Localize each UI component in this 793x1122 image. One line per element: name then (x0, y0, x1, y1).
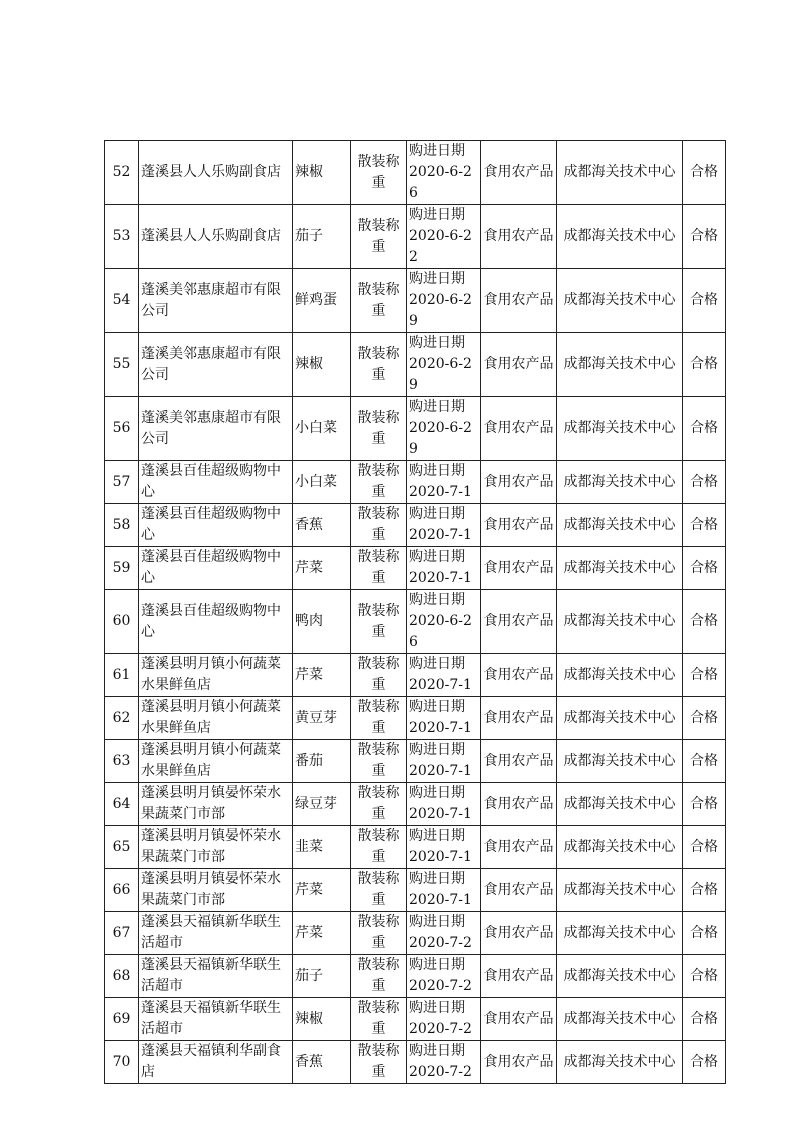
date-label: 购进日期 (409, 335, 465, 351)
date-value: 2020-7-1 (409, 527, 472, 543)
row-number-cell: 54 (105, 269, 139, 333)
row-number-cell: 63 (105, 740, 139, 783)
sampled-unit-cell: 蓬溪美邻惠康超市有限公司 (139, 397, 293, 461)
date-value: 2020-7-2 (409, 978, 472, 994)
food-category-cell: 食用农产品 (481, 740, 557, 783)
date-value: 2020-7-1 (409, 892, 472, 908)
date-label: 购进日期 (409, 207, 465, 223)
purchase-date-cell (407, 912, 481, 955)
row-number-cell: 56 (105, 397, 139, 461)
date-value: 2020-7-1 (409, 484, 472, 500)
sampled-unit-cell: 蓬溪县天福镇利华副食店 (139, 1041, 293, 1084)
food-category-cell: 食用农产品 (481, 461, 557, 504)
purchase-date-cell (407, 654, 481, 697)
food-category-cell: 食用农产品 (481, 141, 557, 205)
specification-cell: 散装称重 (351, 998, 407, 1041)
date-value: 2020-7-1 (409, 720, 472, 736)
date-value: 2020-7-1 (409, 763, 472, 779)
table-row (105, 912, 726, 955)
date-value: 2020-7-2 (409, 935, 472, 951)
date-value: 2020-6-29 (409, 356, 472, 393)
purchase-date-cell (407, 141, 481, 205)
result-cell: 合格 (683, 912, 726, 955)
date-value: 2020-7-2 (409, 1064, 472, 1080)
specification-cell: 散装称重 (351, 269, 407, 333)
result-cell: 合格 (683, 333, 726, 397)
table-row (105, 397, 726, 461)
date-label: 购进日期 (409, 914, 465, 930)
product-name-cell: 芹菜 (293, 912, 351, 955)
result-cell: 合格 (683, 590, 726, 654)
table-row (105, 547, 726, 590)
sampled-unit-cell: 蓬溪县天福镇新华联生活超市 (139, 912, 293, 955)
purchase-date-cell (407, 461, 481, 504)
product-name-cell: 香蕉 (293, 1041, 351, 1084)
sampled-unit-cell: 蓬溪县百佳超级购物中心 (139, 590, 293, 654)
food-category-cell: 食用农产品 (481, 783, 557, 826)
date-label: 购进日期 (409, 699, 465, 715)
food-category-cell: 食用农产品 (481, 869, 557, 912)
product-name-cell: 茄子 (293, 955, 351, 998)
result-cell: 合格 (683, 697, 726, 740)
table-row (105, 1041, 726, 1084)
sampled-unit-cell: 蓬溪县百佳超级购物中心 (139, 504, 293, 547)
sampled-unit-cell: 蓬溪县百佳超级购物中心 (139, 461, 293, 504)
result-cell: 合格 (683, 1041, 726, 1084)
date-value: 2020-6-26 (409, 613, 472, 650)
purchase-date-cell (407, 697, 481, 740)
date-value: 2020-7-2 (409, 1021, 472, 1037)
table-row (105, 205, 726, 269)
product-name-cell: 芹菜 (293, 547, 351, 590)
table-body (105, 141, 726, 1084)
result-cell: 合格 (683, 826, 726, 869)
product-name-cell: 茄子 (293, 205, 351, 269)
date-value: 2020-6-29 (409, 292, 472, 329)
result-cell: 合格 (683, 269, 726, 333)
row-number-cell: 64 (105, 783, 139, 826)
testing-org-cell: 成都海关技术中心 (557, 547, 683, 590)
date-label: 购进日期 (409, 549, 465, 565)
testing-org-cell: 成都海关技术中心 (557, 141, 683, 205)
food-category-cell: 食用农产品 (481, 912, 557, 955)
testing-org-cell: 成都海关技术中心 (557, 205, 683, 269)
specification-cell: 散装称重 (351, 783, 407, 826)
date-label: 购进日期 (409, 785, 465, 801)
purchase-date-cell (407, 783, 481, 826)
result-cell: 合格 (683, 955, 726, 998)
result-cell: 合格 (683, 547, 726, 590)
specification-cell: 散装称重 (351, 654, 407, 697)
testing-org-cell: 成都海关技术中心 (557, 826, 683, 869)
purchase-date-cell (407, 869, 481, 912)
sampled-unit-cell: 蓬溪县天福镇新华联生活超市 (139, 955, 293, 998)
table-row (105, 783, 726, 826)
testing-org-cell: 成都海关技术中心 (557, 397, 683, 461)
food-category-cell: 食用农产品 (481, 1041, 557, 1084)
sampled-unit-cell: 蓬溪县明月镇小何蔬菜水果鲜鱼店 (139, 654, 293, 697)
date-label: 购进日期 (409, 957, 465, 973)
row-number-cell: 67 (105, 912, 139, 955)
food-category-cell: 食用农产品 (481, 333, 557, 397)
testing-org-cell: 成都海关技术中心 (557, 333, 683, 397)
date-label: 购进日期 (409, 271, 465, 287)
product-name-cell: 绿豆芽 (293, 783, 351, 826)
date-label: 购进日期 (409, 828, 465, 844)
specification-cell: 散装称重 (351, 461, 407, 504)
specification-cell: 散装称重 (351, 141, 407, 205)
sampled-unit-cell: 蓬溪县明月镇小何蔬菜水果鲜鱼店 (139, 740, 293, 783)
specification-cell: 散装称重 (351, 912, 407, 955)
sampled-unit-cell: 蓬溪县人人乐购副食店 (139, 205, 293, 269)
table-row (105, 697, 726, 740)
food-category-cell: 食用农产品 (481, 205, 557, 269)
date-label: 购进日期 (409, 656, 465, 672)
food-category-cell: 食用农产品 (481, 998, 557, 1041)
date-label: 购进日期 (409, 399, 465, 415)
table-row (105, 269, 726, 333)
testing-org-cell: 成都海关技术中心 (557, 590, 683, 654)
row-number-cell: 70 (105, 1041, 139, 1084)
table-row (105, 998, 726, 1041)
result-cell: 合格 (683, 205, 726, 269)
sampled-unit-cell: 蓬溪县人人乐购副食店 (139, 141, 293, 205)
sampled-unit-cell: 蓬溪美邻惠康超市有限公司 (139, 269, 293, 333)
row-number-cell: 65 (105, 826, 139, 869)
testing-org-cell: 成都海关技术中心 (557, 912, 683, 955)
table-row (105, 590, 726, 654)
specification-cell: 散装称重 (351, 590, 407, 654)
result-cell: 合格 (683, 783, 726, 826)
food-category-cell: 食用农产品 (481, 504, 557, 547)
purchase-date-cell (407, 955, 481, 998)
table-row (105, 826, 726, 869)
food-category-cell: 食用农产品 (481, 397, 557, 461)
food-category-cell: 食用农产品 (481, 826, 557, 869)
date-label: 购进日期 (409, 463, 465, 479)
row-number-cell: 61 (105, 654, 139, 697)
testing-org-cell: 成都海关技术中心 (557, 504, 683, 547)
date-value: 2020-6-29 (409, 420, 472, 457)
specification-cell: 散装称重 (351, 826, 407, 869)
date-value: 2020-7-1 (409, 849, 472, 865)
purchase-date-cell (407, 590, 481, 654)
date-label: 购进日期 (409, 506, 465, 522)
food-category-cell: 食用农产品 (481, 654, 557, 697)
row-number-cell: 58 (105, 504, 139, 547)
testing-org-cell: 成都海关技术中心 (557, 654, 683, 697)
date-label: 购进日期 (409, 1043, 465, 1059)
testing-org-cell: 成都海关技术中心 (557, 998, 683, 1041)
specification-cell: 散装称重 (351, 1041, 407, 1084)
row-number-cell: 59 (105, 547, 139, 590)
table-row (105, 740, 726, 783)
purchase-date-cell (407, 740, 481, 783)
row-number-cell: 60 (105, 590, 139, 654)
row-number-cell: 52 (105, 141, 139, 205)
testing-org-cell: 成都海关技术中心 (557, 783, 683, 826)
result-cell: 合格 (683, 461, 726, 504)
purchase-date-cell (407, 504, 481, 547)
product-name-cell: 香蕉 (293, 504, 351, 547)
date-label: 购进日期 (409, 742, 465, 758)
specification-cell: 散装称重 (351, 547, 407, 590)
sampled-unit-cell: 蓬溪县明月镇小何蔬菜水果鲜鱼店 (139, 697, 293, 740)
product-name-cell: 芹菜 (293, 654, 351, 697)
product-name-cell: 小白菜 (293, 397, 351, 461)
table-row (105, 504, 726, 547)
table-row (105, 333, 726, 397)
product-name-cell: 鸭肉 (293, 590, 351, 654)
food-category-cell: 食用农产品 (481, 269, 557, 333)
date-label: 购进日期 (409, 143, 465, 159)
row-number-cell: 57 (105, 461, 139, 504)
food-category-cell: 食用农产品 (481, 697, 557, 740)
date-value: 2020-6-26 (409, 164, 472, 201)
row-number-cell: 69 (105, 998, 139, 1041)
purchase-date-cell (407, 547, 481, 590)
product-name-cell: 辣椒 (293, 998, 351, 1041)
purchase-date-cell (407, 269, 481, 333)
specification-cell: 散装称重 (351, 504, 407, 547)
testing-org-cell: 成都海关技术中心 (557, 740, 683, 783)
specification-cell: 散装称重 (351, 697, 407, 740)
table-row (105, 869, 726, 912)
sampled-unit-cell: 蓬溪县天福镇新华联生活超市 (139, 998, 293, 1041)
purchase-date-cell (407, 826, 481, 869)
product-name-cell: 芹菜 (293, 869, 351, 912)
table-row (105, 955, 726, 998)
product-name-cell: 黄豆芽 (293, 697, 351, 740)
date-value: 2020-7-1 (409, 570, 472, 586)
date-value: 2020-7-1 (409, 806, 472, 822)
result-cell: 合格 (683, 998, 726, 1041)
testing-org-cell: 成都海关技术中心 (557, 697, 683, 740)
sampled-unit-cell: 蓬溪县明月镇晏怀荣水果蔬菜门市部 (139, 826, 293, 869)
food-category-cell: 食用农产品 (481, 955, 557, 998)
table-row (105, 654, 726, 697)
date-label: 购进日期 (409, 1000, 465, 1016)
date-label: 购进日期 (409, 592, 465, 608)
result-cell: 合格 (683, 654, 726, 697)
date-label: 购进日期 (409, 871, 465, 887)
result-cell: 合格 (683, 504, 726, 547)
purchase-date-cell (407, 333, 481, 397)
row-number-cell: 66 (105, 869, 139, 912)
sampled-unit-cell: 蓬溪县明月镇晏怀荣水果蔬菜门市部 (139, 783, 293, 826)
product-name-cell: 辣椒 (293, 141, 351, 205)
table-row (105, 461, 726, 504)
product-name-cell: 韭菜 (293, 826, 351, 869)
testing-org-cell: 成都海关技术中心 (557, 461, 683, 504)
result-cell: 合格 (683, 397, 726, 461)
table-row (105, 141, 726, 205)
sampled-unit-cell: 蓬溪县明月镇晏怀荣水果蔬菜门市部 (139, 869, 293, 912)
date-value: 2020-7-1 (409, 677, 472, 693)
specification-cell: 散装称重 (351, 869, 407, 912)
product-name-cell: 辣椒 (293, 333, 351, 397)
sampled-unit-cell: 蓬溪县百佳超级购物中心 (139, 547, 293, 590)
row-number-cell: 55 (105, 333, 139, 397)
result-cell: 合格 (683, 740, 726, 783)
document-page (104, 140, 726, 1084)
row-number-cell: 62 (105, 697, 139, 740)
inspection-results-table (104, 140, 726, 1084)
date-value: 2020-6-22 (409, 228, 472, 265)
testing-org-cell: 成都海关技术中心 (557, 869, 683, 912)
purchase-date-cell (407, 998, 481, 1041)
result-cell: 合格 (683, 141, 726, 205)
row-number-cell: 68 (105, 955, 139, 998)
product-name-cell: 鲜鸡蛋 (293, 269, 351, 333)
specification-cell: 散装称重 (351, 397, 407, 461)
testing-org-cell: 成都海关技术中心 (557, 955, 683, 998)
row-number-cell: 53 (105, 205, 139, 269)
purchase-date-cell (407, 1041, 481, 1084)
specification-cell: 散装称重 (351, 205, 407, 269)
product-name-cell: 番茄 (293, 740, 351, 783)
testing-org-cell: 成都海关技术中心 (557, 269, 683, 333)
food-category-cell: 食用农产品 (481, 547, 557, 590)
testing-org-cell: 成都海关技术中心 (557, 1041, 683, 1084)
result-cell: 合格 (683, 869, 726, 912)
sampled-unit-cell: 蓬溪美邻惠康超市有限公司 (139, 333, 293, 397)
specification-cell: 散装称重 (351, 740, 407, 783)
food-category-cell: 食用农产品 (481, 590, 557, 654)
specification-cell: 散装称重 (351, 955, 407, 998)
purchase-date-cell (407, 205, 481, 269)
specification-cell: 散装称重 (351, 333, 407, 397)
purchase-date-cell (407, 397, 481, 461)
product-name-cell: 小白菜 (293, 461, 351, 504)
